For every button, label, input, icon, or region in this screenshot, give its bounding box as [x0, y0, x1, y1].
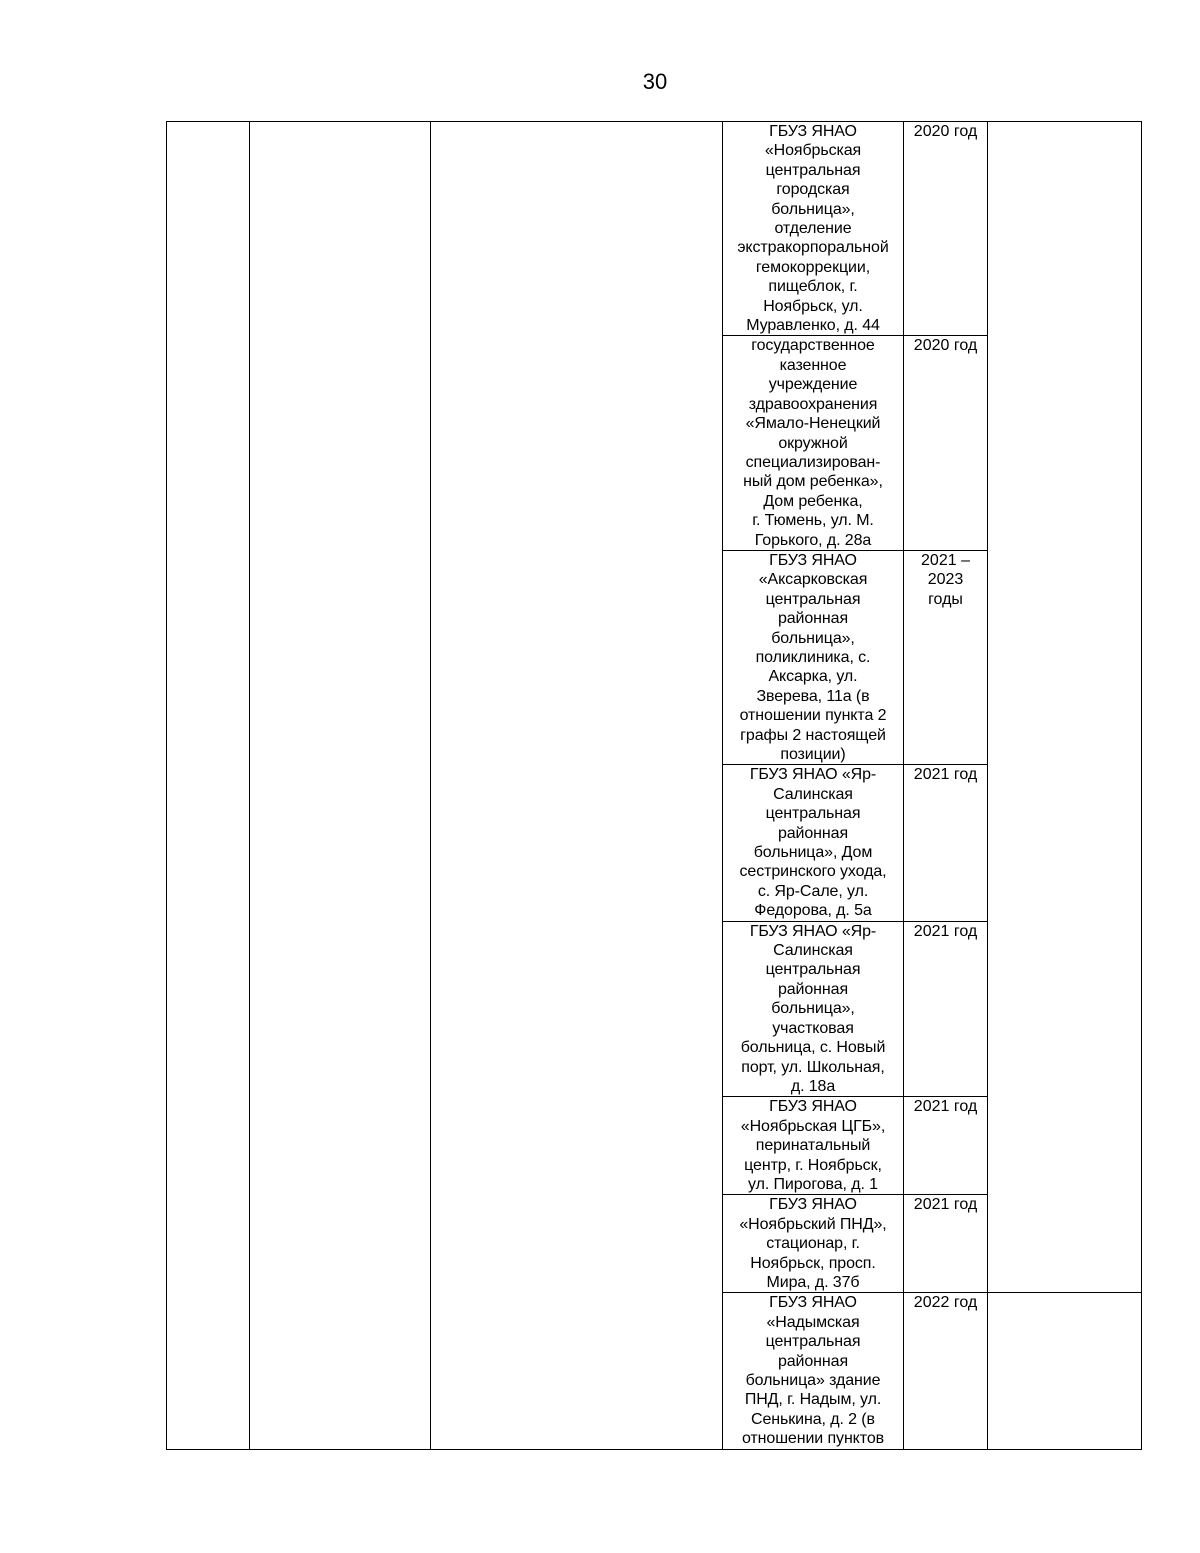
- cell-text-line: экстракорпоральной: [737, 239, 889, 257]
- cell-text-line: городская: [776, 181, 850, 199]
- cell-text-line: отношении пунктов: [741, 1430, 885, 1448]
- cell-text-line: участковая: [772, 1019, 854, 1037]
- cell-text-line: центральная: [765, 961, 861, 979]
- deadline-cell: [904, 921, 988, 1097]
- notes-column-cell: [988, 122, 1142, 1293]
- cell-text-line: центральная: [765, 1333, 861, 1351]
- cell-text-line: пищеблок, г.: [768, 278, 858, 296]
- cell-text-line: Сенькина, д. 2 (в: [751, 1410, 875, 1428]
- cell-text-line: г. Тюмень, ул. М.: [752, 512, 874, 530]
- cell-text-line: 2021 год: [913, 1098, 978, 1116]
- deadline-cell: [904, 765, 988, 921]
- organization-cell: [723, 336, 904, 550]
- cell-text-line: графы 2 настоящей: [740, 726, 886, 744]
- cell-text-line: с. Яр-Сале, ул.: [757, 882, 869, 900]
- cell-text-line: учреждение: [768, 376, 858, 394]
- cell-text-line: Горького, д. 28а: [754, 531, 872, 549]
- cell-text-line: «Ноябрьская ЦГБ»,: [740, 1117, 886, 1135]
- cell-text-line: специализирован-: [745, 453, 881, 471]
- cell-text-line: районная: [777, 824, 849, 842]
- cell-text-line: Салинская: [773, 942, 853, 960]
- organization-cell: [723, 921, 904, 1097]
- cell-text-line: д. 18а: [790, 1077, 836, 1095]
- deadline-cell: [904, 1097, 988, 1195]
- cell-text-line: 2022 год: [913, 1294, 978, 1312]
- cell-text-line: Муравленко, д. 44: [746, 317, 880, 335]
- cell-text-line: центр, г. Ноябрьск,: [744, 1156, 882, 1174]
- number-column-cell: [167, 122, 250, 1450]
- cell-text-line: порт, ул. Школьная,: [741, 1058, 885, 1076]
- cell-text-line: больница»,: [771, 1000, 855, 1018]
- cell-text-line: стационар, г.: [766, 1235, 860, 1253]
- cell-text-line: 2021 год: [913, 766, 978, 784]
- cell-text-line: казенное: [779, 356, 847, 374]
- cell-text-line: ГБУЗ ЯНАО: [769, 1294, 857, 1312]
- cell-text-line: перинатальный: [755, 1137, 871, 1155]
- cell-text-line: Зверева, 11а (в: [756, 687, 870, 705]
- cell-text-line: Ноябрьск, ул.: [763, 297, 863, 315]
- cell-text-line: районная: [777, 1352, 849, 1370]
- cell-text-line: ГБУЗ ЯНАО: [769, 1196, 857, 1214]
- cell-text-line: окружной: [778, 434, 848, 452]
- cell-text-line: больница» здание: [745, 1372, 881, 1389]
- cell-text-line: 2021 –: [921, 551, 970, 569]
- cell-text-line: районная: [777, 980, 849, 998]
- cell-text-line: Дом ребенка,: [763, 492, 863, 510]
- cell-text-line: центральная: [765, 161, 861, 179]
- measures-column-cell: [431, 122, 723, 1450]
- cell-text-line: Аксарка, ул.: [768, 668, 858, 686]
- deadline-cell: [904, 122, 988, 336]
- document-table: [166, 121, 1142, 1450]
- cell-text-line: больница, с. Новый: [740, 1039, 886, 1057]
- cell-text-line: гемокоррекции,: [755, 258, 871, 276]
- cell-text-line: Салинская: [773, 785, 853, 803]
- cell-text-line: больница»,: [771, 629, 855, 647]
- cell-text-line: «Ямало-Ненецкий: [745, 415, 881, 433]
- organization-cell: [723, 550, 904, 764]
- organization-cell: [723, 122, 904, 336]
- cell-text-line: районная: [777, 610, 849, 628]
- cell-text-line: больница», Дом: [753, 844, 873, 862]
- cell-text-line: «Надымская: [766, 1313, 860, 1331]
- cell-text-line: ГБУЗ ЯНАО: [769, 551, 857, 569]
- cell-text-line: государственное: [751, 337, 875, 355]
- cell-text-line: ГБУЗ ЯНАО «Яр-: [749, 766, 877, 784]
- cell-text-line: Мира, д. 37б: [766, 1273, 860, 1291]
- cell-text-line: ГБУЗ ЯНАО «Яр-: [749, 922, 877, 940]
- cell-text-line: больница»,: [771, 200, 855, 218]
- cell-text-line: «Ноябрьская: [764, 142, 862, 160]
- cell-text-line: «Ноябрьский ПНД»,: [739, 1215, 887, 1233]
- deadline-cell: [904, 336, 988, 550]
- organization-cell: [723, 765, 904, 921]
- cell-text-line: Ноябрьск, просп.: [750, 1254, 876, 1272]
- table-row: [167, 122, 1142, 336]
- cell-text-line: ГБУЗ ЯНАО: [769, 1098, 857, 1116]
- cell-text-line: отношении пункта 2: [739, 707, 887, 725]
- organization-cell: [723, 1097, 904, 1195]
- cell-text-line: 2021 год: [913, 1196, 978, 1214]
- notes-column-cell: [988, 1293, 1142, 1449]
- cell-text-line: ный дом ребенка»,: [743, 473, 883, 491]
- cell-text-line: 2020 год: [913, 337, 978, 355]
- cell-text-line: годы: [928, 590, 963, 608]
- cell-text-line: сестринского ухода,: [739, 863, 887, 881]
- cell-text-line: ул. Пирогова, д. 1: [748, 1175, 878, 1193]
- cell-text-line: позиции): [780, 746, 846, 763]
- cell-text-line: Федорова, д. 5а: [754, 902, 872, 920]
- deadline-cell: [904, 1195, 988, 1293]
- cell-text-line: ПНД, г. Надым, ул.: [744, 1391, 882, 1409]
- cell-text-line: 2023: [927, 571, 964, 589]
- cell-text-line: центральная: [765, 805, 861, 823]
- name-column-cell: [250, 122, 431, 1450]
- cell-text-line: 2020 год: [913, 123, 978, 140]
- organization-cell: [723, 1195, 904, 1293]
- deadline-cell: [904, 1293, 988, 1449]
- cell-text-line: центральная: [765, 590, 861, 608]
- cell-text-line: отделение: [774, 220, 852, 238]
- deadline-cell: [904, 550, 988, 764]
- cell-text-line: здравоохранения: [748, 395, 878, 413]
- cell-text-line: поликлиника, с.: [755, 648, 871, 666]
- cell-text-line: «Аксарковская: [758, 571, 868, 589]
- organization-cell: [723, 1293, 904, 1449]
- cell-text-line: ГБУЗ ЯНАО: [769, 123, 857, 140]
- page-number: 30: [642, 69, 668, 94]
- cell-text-line: 2021 год: [913, 922, 978, 940]
